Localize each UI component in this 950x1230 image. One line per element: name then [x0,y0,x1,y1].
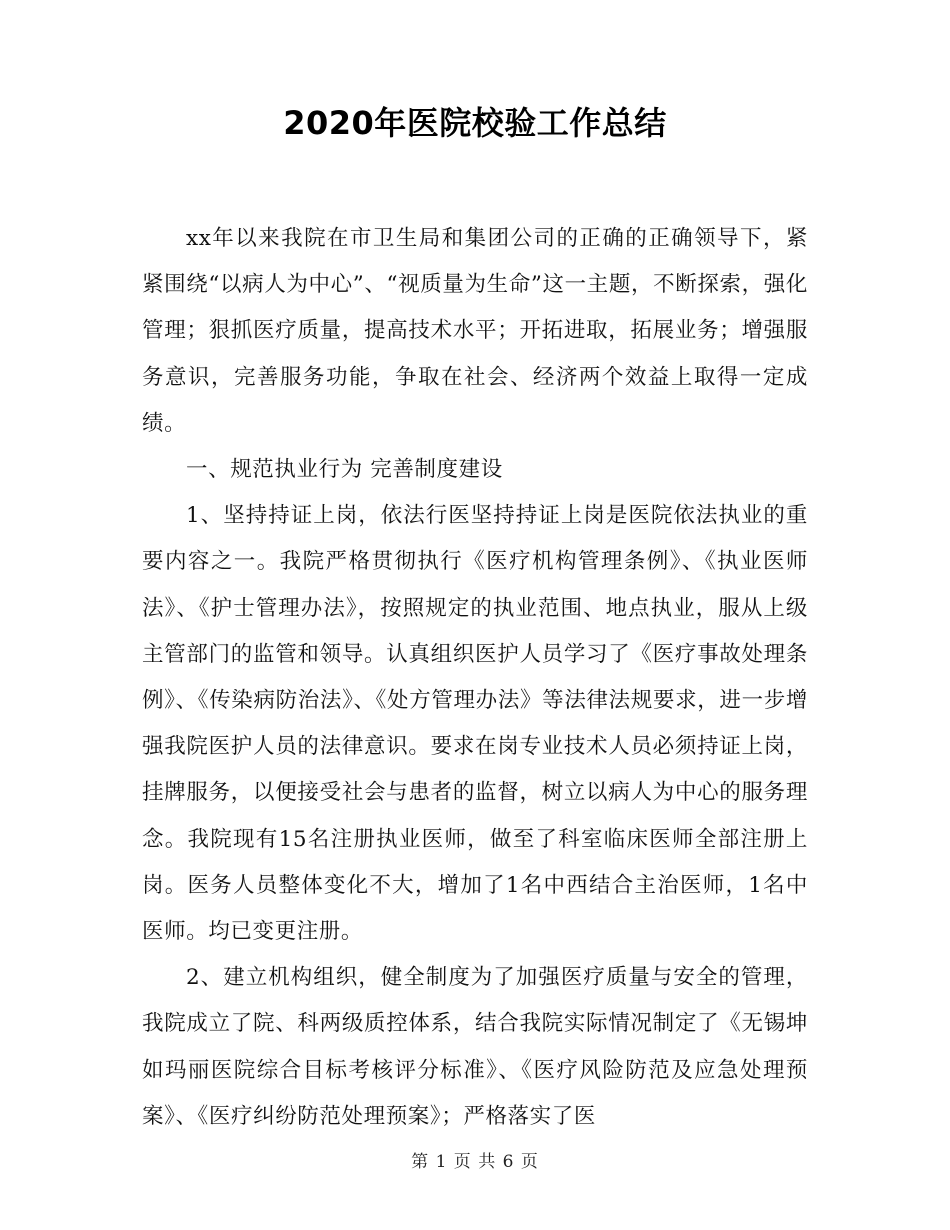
paragraph-intro: xx年以来我院在市卫生局和集团公司的正确的正确领导下，紧紧围绕“以病人为中心”、“视质量为生命”这一主题，不断探索，强化管理；狠抓医疗质量，提高技术水平；开拓进取，拓展业务；增强服务意识，完善服务功能，争取在社会、经济两个效益上取得一定成绩。 [142,226,808,436]
document-body [142,216,808,1140]
paragraph-item-2: 2、建立机构组织，健全制度为了加强医疗质量与安全的管理，我院成立了院、科两级质控体系，结合我院实际情况制定了《无锡坤如玛丽医院综合目标考核评分标准》、《医疗风险防范及应急处理预案》、《医疗纠纷防范处理预案》；严格落实了医 [142,965,808,1129]
section-heading: 一、规范执业行为 完善制度建设 [186,457,503,483]
document-title: 2020年医院校验工作总结 [283,104,667,142]
page-footer: 第 1 页 共 6 页 [411,1152,539,1172]
paragraph-item-1: 1、坚持持证上岗，依法行医坚持持证上岗是医院依法执业的重要内容之一。我院严格贯彻执行《医疗机构管理条例》、《执业医师法》、《护士管理办法》，按照规定的执业范围、地点执业，服从上级主管部门的监管和领导。认真组织医护人员学习了《医疗事故处理条例》、《传染病防治法》、《处方管理办法》等法律法规要求，进一步增强我院医护人员的法律意识。要求在岗专业技术人员必须持证上岗，挂牌服务，以便接受社会与患者的监督，树立以病人为中心的服务理念。我院现有15名注册执业医师，做至了科室临床医师全部注册上岗。医务人员整体变化不大，增加了1名中西结合主治医师，1名中医师。均已变更注册。 [142,503,808,945]
